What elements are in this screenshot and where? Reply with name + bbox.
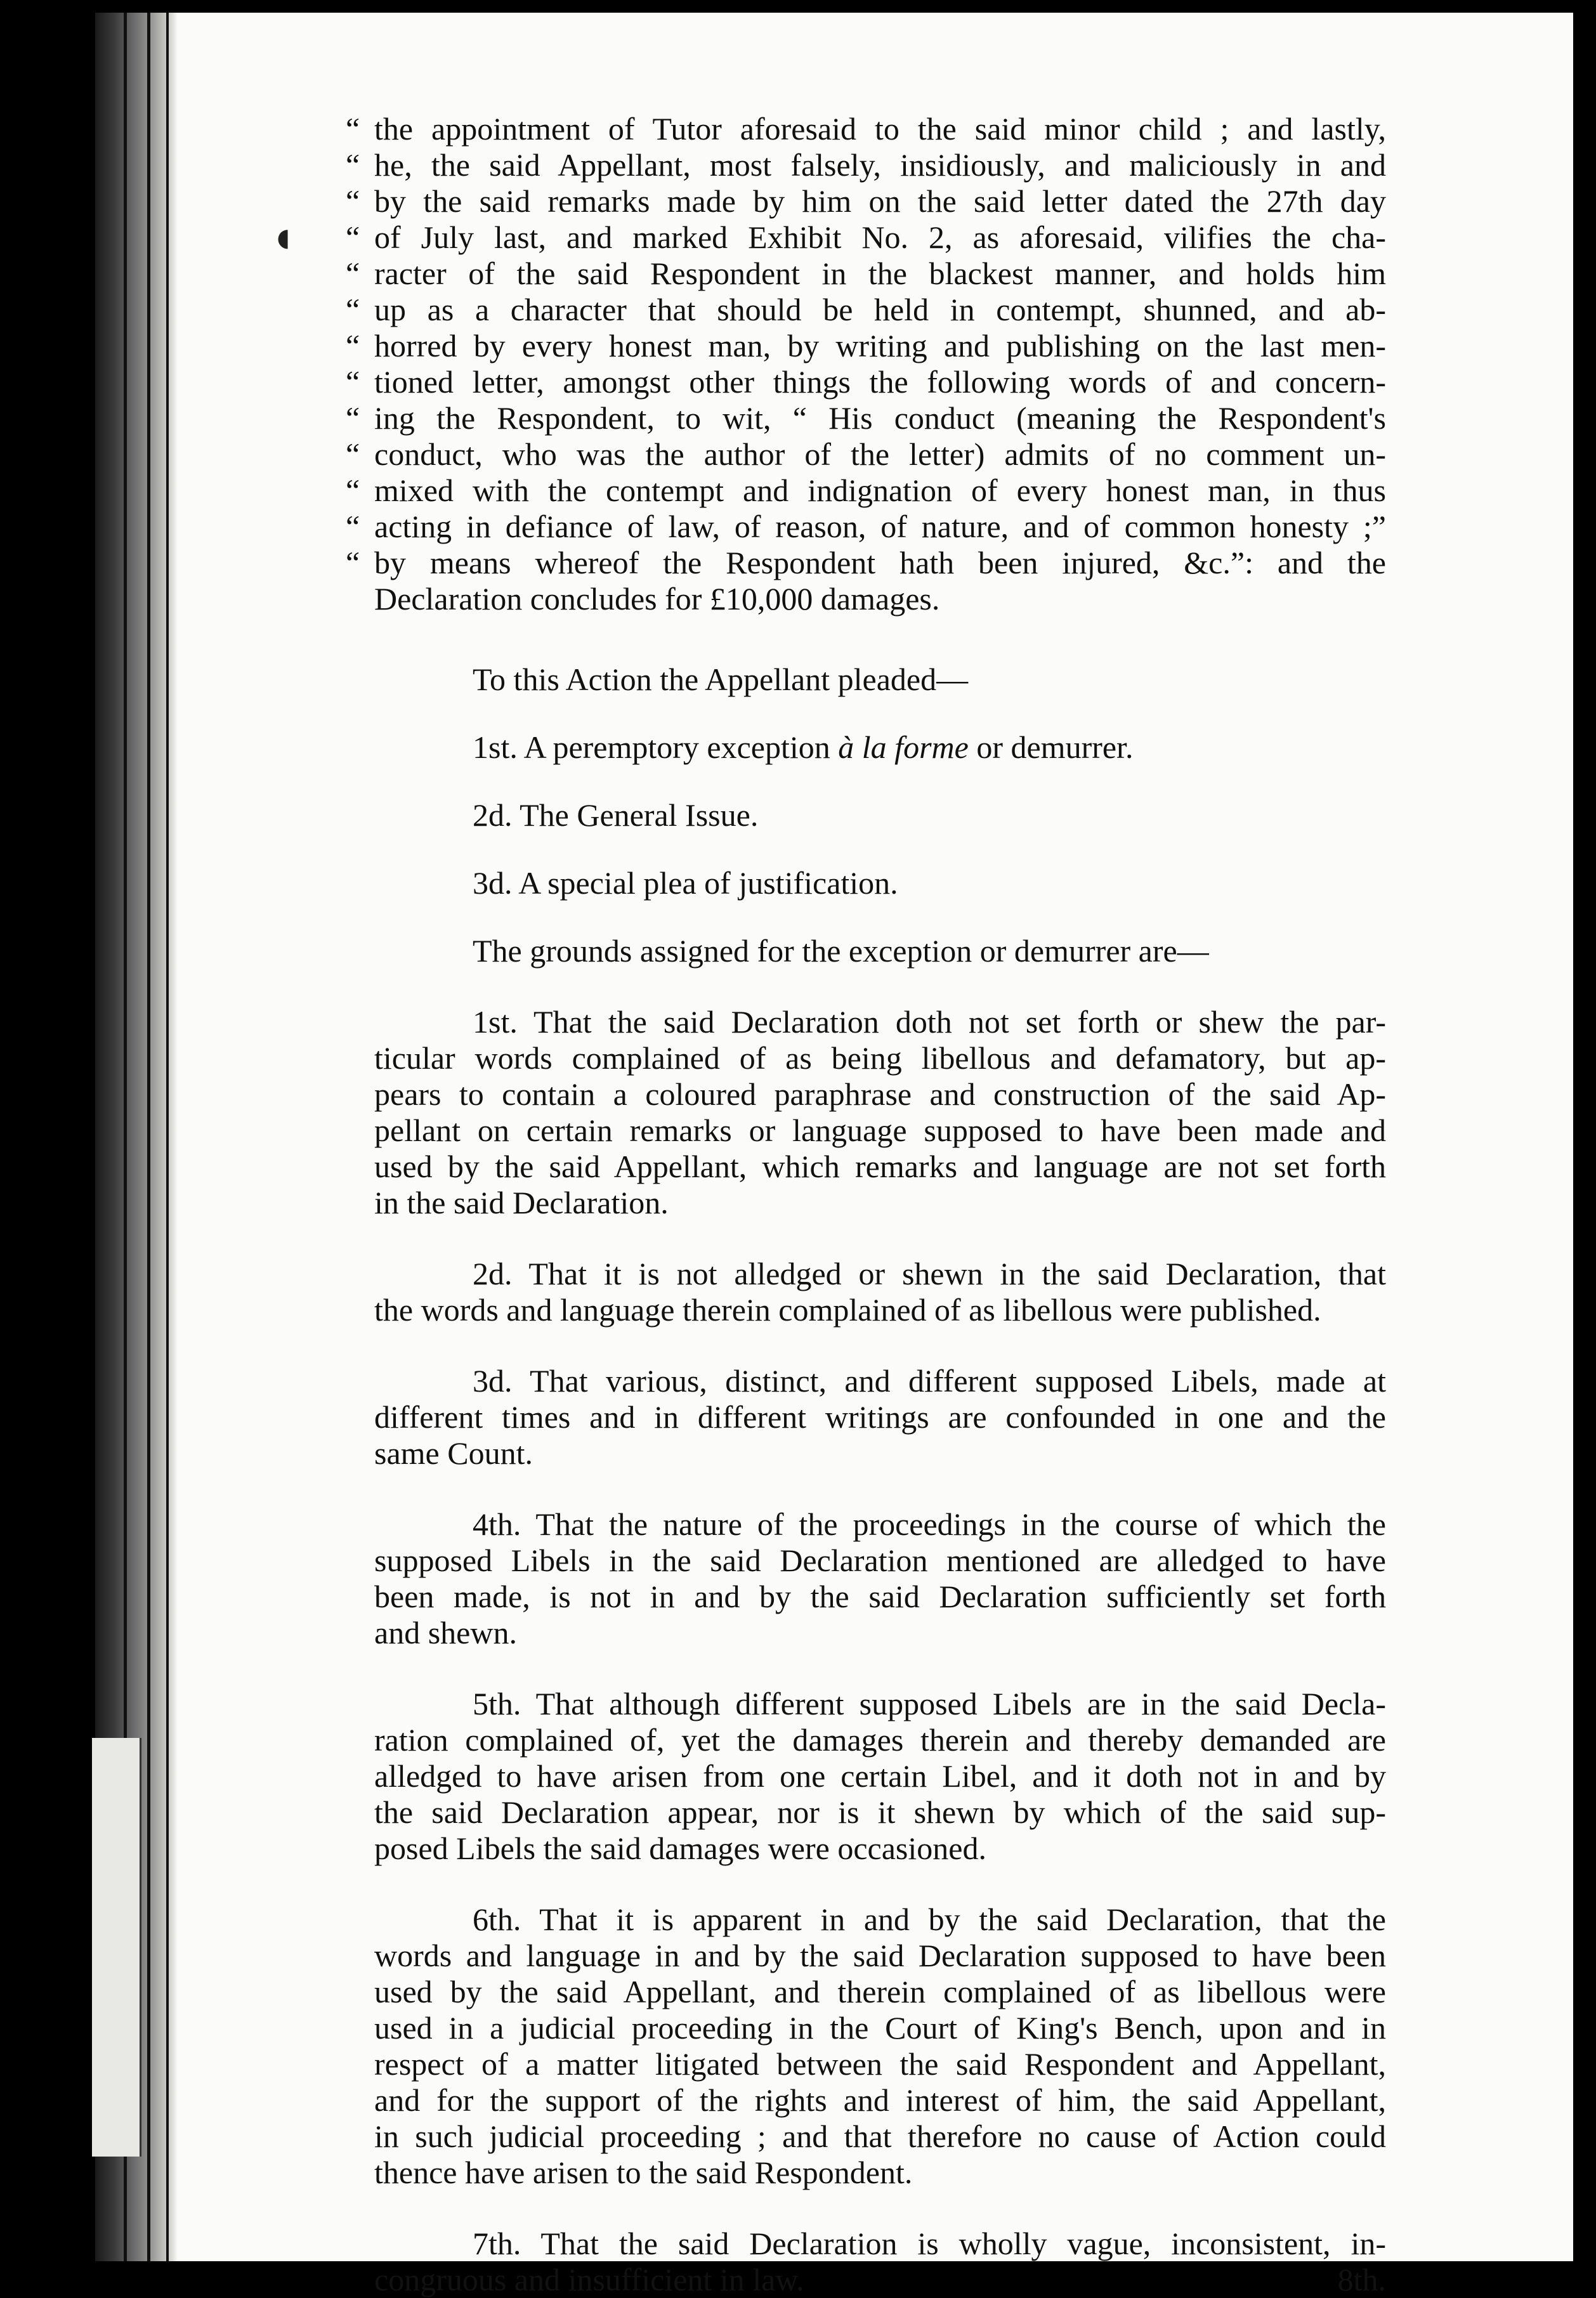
quoted-line	[346, 436, 1386, 473]
binding-line	[147, 13, 150, 2261]
quoted-line	[346, 183, 1386, 219]
ground-line: 2d. That it is not alledged or shewn in the said Declaration, that	[473, 1256, 1386, 1291]
quoted-line	[346, 473, 1386, 509]
quoted-line	[346, 509, 1386, 545]
ground-line: 7th. That the said Declaration is wholly vague, inconsistent, in-	[473, 2226, 1386, 2261]
plea-item: 3d. A special plea of justification.	[473, 865, 898, 901]
quoted-line-text: racter of the said Respondent in the blackest manner, and holds him	[374, 256, 1386, 291]
ground-line: in the said Declaration.	[374, 1185, 669, 1220]
pleas-list	[374, 729, 1386, 901]
ground-line: same Count.	[374, 1435, 533, 1471]
ground-line: ration complained of, yet the damages therein and thereby demanded are	[374, 1722, 1386, 1758]
plea-item: 2d. The General Issue.	[473, 797, 759, 833]
ground-line: and shewn.	[374, 1615, 517, 1650]
quoted-line-text: ing the Respondent, to wit, “ His conduct (meaning the Respondent's	[374, 400, 1386, 436]
ground-line: pears to contain a coloured paraphrase and construction of the said Ap-	[374, 1076, 1386, 1112]
quoted-line-text: horred by every honest man, by writing and publishing on the last men-	[374, 328, 1386, 363]
quoted-line	[346, 219, 1386, 256]
ground-line: 1st. That the said Declaration doth not set forth or shew the par-	[473, 1004, 1386, 1040]
ground-line: in such judicial proceeding ; and that therefore no cause of Action could	[374, 2118, 1386, 2154]
quoted-line-text: of July last, and marked Exhibit No. 2, as aforesaid, vilifies the cha-	[374, 219, 1386, 255]
ground-line: been made, is not in and by the said Declaration sufficiently set forth	[374, 1579, 1386, 1614]
quoted-line-text: tioned letter, amongst other things the following words of and concern-	[374, 364, 1386, 400]
quoted-line-text: mixed with the contempt and indignation of every honest man, in thus	[374, 473, 1386, 508]
quote-mark: “	[346, 256, 360, 291]
margin-mark: ◖	[270, 213, 297, 262]
quoted-declaration	[346, 111, 1386, 581]
ground-line: thence have arisen to the said Respondent.	[374, 2155, 913, 2190]
quoted-line-text: conduct, who was the author of the letter) admits of no comment un-	[374, 436, 1386, 472]
grounds-list	[374, 1004, 1386, 2298]
ground-line: 5th. That although different supposed Libels are in the said Decla-	[473, 1686, 1386, 1721]
ground-line: posed Libels the said damages were occasioned.	[374, 1831, 986, 1866]
quoted-line	[346, 400, 1386, 436]
quote-mark: “	[346, 364, 360, 400]
quoted-line	[346, 111, 1386, 147]
quoted-line	[346, 256, 1386, 292]
ground-line: 4th. That the nature of the proceedings in the course of which the	[473, 1506, 1386, 1542]
quoted-line	[346, 545, 1386, 581]
quoted-line-text: by the said remarks made by him on the said letter dated the 27th day	[374, 183, 1386, 219]
quoted-line-text: by means whereof the Respondent hath been injured, &c.”: and the	[374, 545, 1386, 580]
quoted-line-text: the appointment of Tutor aforesaid to the said minor child ; and lastly,	[374, 111, 1386, 147]
ground-paragraph	[374, 1256, 1386, 1328]
quoted-line	[346, 328, 1386, 364]
ground-paragraph	[374, 1686, 1386, 1867]
quoted-line-text: acting in defiance of law, of reason, of nature, and of common honesty ;”	[374, 509, 1386, 544]
declaration-conclusion: Declaration concludes for £10,000 damages.	[374, 581, 940, 617]
ground-line: used by the said Appellant, which remarks and language are not set forth	[374, 1149, 1386, 1184]
ground-line: congruous and insufficient in law. 8th.	[374, 2262, 1386, 2297]
ground-line: different times and in different writings are confounded in one and the	[374, 1399, 1386, 1435]
quote-mark: “	[346, 111, 360, 147]
quoted-line-text: he, the said Appellant, most falsely, insidiously, and maliciously in and	[374, 147, 1386, 183]
quote-mark: “	[346, 545, 360, 580]
quote-mark: “	[346, 509, 360, 544]
ground-line: alledged to have arisen from one certain Libel, and it doth not in and by	[374, 1758, 1386, 1794]
grounds-intro: The grounds assigned for the exception or demurrer are—	[473, 933, 1209, 969]
ground-paragraph	[374, 1506, 1386, 1651]
quote-mark: “	[346, 183, 360, 219]
quote-mark: “	[346, 473, 360, 508]
ground-line: the words and language therein complained of as libellous were published.	[374, 1292, 1321, 1328]
quote-mark: “	[346, 219, 360, 255]
ground-paragraph	[374, 1363, 1386, 1472]
ground-line: words and language in and by the said Declaration supposed to have been	[374, 1938, 1386, 1973]
document-text	[346, 111, 1386, 2298]
ground-line: and for the support of the rights and interest of him, the said Appellant,	[374, 2082, 1386, 2118]
catchword: 8th.	[1337, 2262, 1386, 2297]
quoted-line	[346, 292, 1386, 328]
quoted-line	[346, 147, 1386, 183]
ground-paragraph	[374, 1902, 1386, 2191]
ground-line: ticular words complained of as being libellous and defamatory, but ap-	[374, 1040, 1386, 1076]
ground-line: 3d. That various, distinct, and different supposed Libels, made at	[473, 1363, 1386, 1399]
ground-line: 6th. That it is apparent in and by the said Declaration, that the	[473, 1902, 1386, 1937]
quote-mark: “	[346, 400, 360, 436]
ground-line: used in a judicial proceeding in the Court of King's Bench, upon and in	[374, 2010, 1386, 2046]
ground-paragraph	[374, 1004, 1386, 1221]
quoted-line-text: up as a character that should be held in contempt, shunned, and ab-	[374, 292, 1386, 327]
quote-mark: “	[346, 292, 360, 327]
ground-line: used by the said Appellant, and therein complained of as libellous were	[374, 1974, 1386, 2009]
quote-mark: “	[346, 147, 360, 183]
quote-mark: “	[346, 328, 360, 363]
binding-line	[166, 13, 169, 2261]
plea-italic: à la forme	[838, 729, 969, 765]
plea-item: 1st. A peremptory exception à la forme or demurrer.	[473, 729, 1134, 765]
quoted-line	[346, 364, 1386, 400]
ground-line: the said Declaration appear, nor is it shewn by which of the said sup-	[374, 1794, 1386, 1830]
pleaded-intro: To this Action the Appellant pleaded—	[473, 662, 969, 697]
ground-line: pellant on certain remarks or language supposed to have been made and	[374, 1113, 1386, 1148]
torn-page-edge	[92, 1738, 141, 2157]
quote-mark: “	[346, 436, 360, 472]
ground-line: supposed Libels in the said Declaration mentioned are alledged to have	[374, 1543, 1386, 1578]
ground-paragraph	[374, 2226, 1386, 2298]
ground-line: respect of a matter litigated between the said Respondent and Appellant,	[374, 2046, 1386, 2082]
